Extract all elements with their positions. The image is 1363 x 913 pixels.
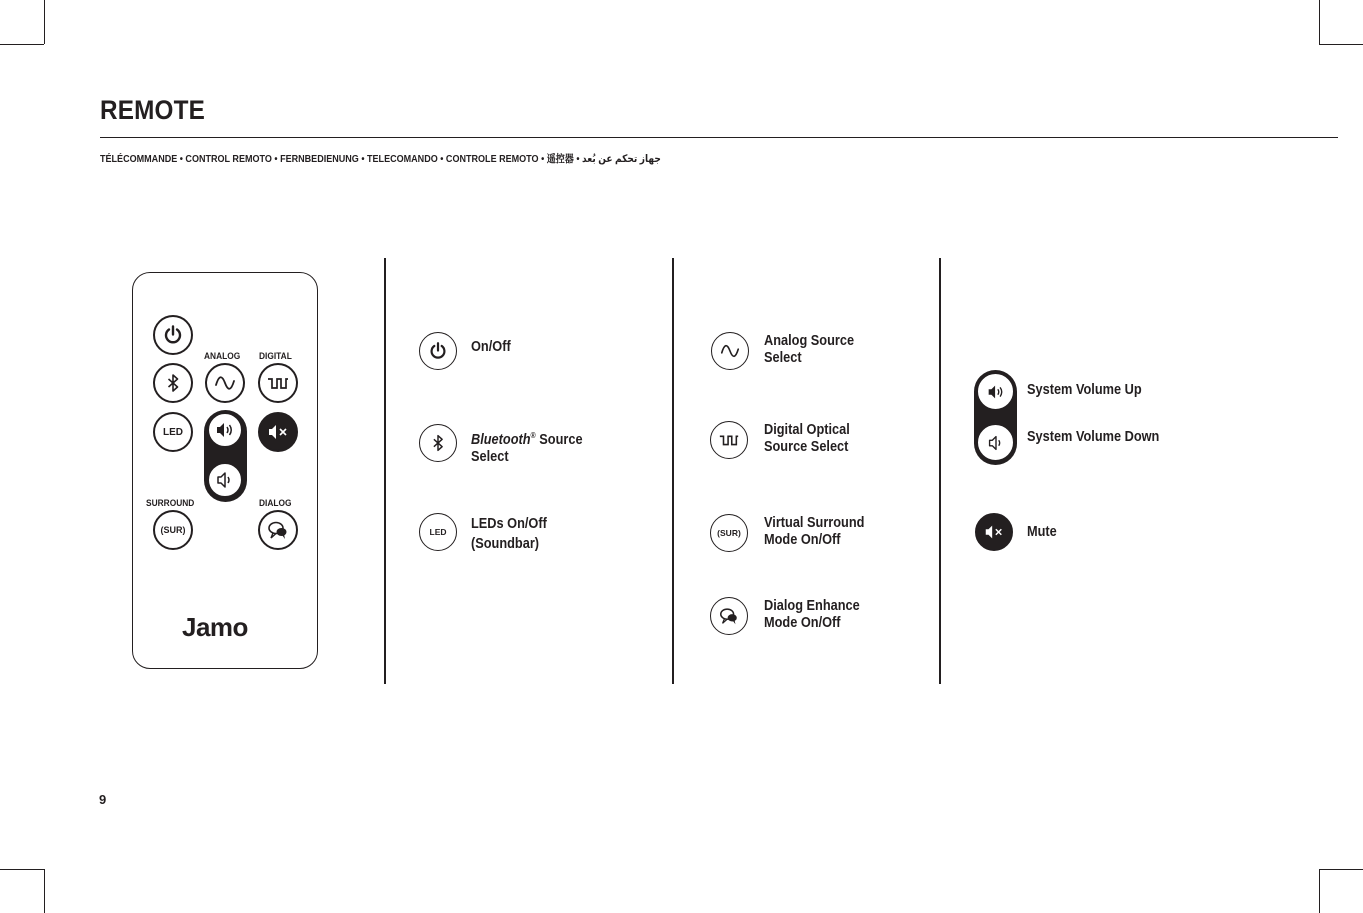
crop-mark	[0, 869, 44, 870]
column-divider	[939, 258, 941, 684]
legend-power-button	[419, 332, 457, 370]
crop-mark	[0, 44, 44, 45]
volume-down-icon	[213, 468, 237, 492]
crop-mark	[1319, 0, 1320, 44]
crop-mark	[1319, 869, 1320, 913]
crop-mark	[44, 0, 45, 44]
legend-dialog-label: Dialog Enhance Mode On/Off	[764, 598, 860, 631]
sur-label: (SUR)	[160, 525, 186, 535]
led-label: LED	[163, 426, 183, 438]
sur-label: (SUR)	[717, 528, 741, 538]
legend-volume-up-label: System Volume Up	[1027, 382, 1142, 398]
page-subtitle: TÉLÉCOMMANDE • CONTROL REMOTO • FERNBEDIENUNG • TELECOMANDO • CONTROLE REMOTO • 遥控器 • جهاز تحكم عن بُعد	[100, 153, 661, 165]
led-label: LED	[429, 527, 447, 537]
remote-mute-button	[258, 412, 298, 452]
legend-analog-label: Analog Source Select	[764, 333, 855, 366]
column-divider	[384, 258, 386, 684]
legend-surround-button	[710, 514, 748, 552]
legend-on-off-label: On/Off	[471, 339, 511, 355]
legend-surround-label: Virtual Surround Mode On/Off	[764, 515, 865, 548]
sine-wave-icon	[719, 340, 741, 362]
legend-bluetooth-label: Bluetooth® Source Select	[471, 431, 583, 465]
jamo-logo: Jamo	[182, 612, 248, 642]
remote-label-surround: SURROUND	[146, 498, 195, 509]
legend-digital-label: Digital Optical Source Select	[764, 422, 850, 455]
dialog-icon	[718, 605, 740, 627]
remote-digital-button	[258, 363, 298, 403]
remote-led-button	[153, 412, 193, 452]
legend-mute-button	[975, 513, 1013, 551]
sine-wave-icon	[213, 371, 237, 395]
dialog-icon	[266, 518, 290, 542]
crop-mark	[1319, 44, 1363, 45]
legend-led-button	[419, 513, 457, 551]
title-rule	[100, 137, 1338, 138]
bluetooth-icon	[161, 371, 185, 395]
crop-mark	[44, 869, 45, 913]
legend-analog-button	[711, 332, 749, 370]
legend-leds-label: LEDs On/Off (Soundbar)	[471, 516, 547, 552]
volume-down-icon	[985, 432, 1007, 454]
remote-volume-down-button	[207, 462, 243, 498]
crop-mark	[1319, 869, 1363, 870]
legend-volume-down-label: System Volume Down	[1027, 429, 1160, 445]
remote-label-digital: DIGITAL	[259, 351, 292, 362]
bluetooth-icon	[427, 432, 449, 454]
legend-volume-up-button	[977, 373, 1014, 410]
remote-volume-up-button	[207, 412, 243, 448]
legend-bluetooth-button	[419, 424, 457, 462]
remote-label-analog: ANALOG	[204, 351, 241, 362]
remote-surround-button	[153, 510, 193, 550]
legend-volume-down-button	[977, 424, 1014, 461]
volume-up-icon	[985, 381, 1007, 403]
remote-power-button	[153, 315, 193, 355]
remote-label-dialog: DIALOG	[259, 498, 292, 509]
legend-mute-label: Mute	[1027, 524, 1057, 540]
remote-bluetooth-button	[153, 363, 193, 403]
remote-dialog-button	[258, 510, 298, 550]
square-wave-icon	[266, 371, 290, 395]
legend-digital-button	[710, 421, 748, 459]
page-title: REMOTE	[100, 95, 206, 125]
legend-dialog-button	[710, 597, 748, 635]
column-divider	[672, 258, 674, 684]
volume-up-icon	[213, 418, 237, 442]
mute-icon	[266, 420, 290, 444]
power-icon	[161, 323, 185, 347]
power-icon	[427, 340, 449, 362]
mute-icon	[983, 521, 1005, 543]
remote-analog-button	[205, 363, 245, 403]
page-number: 9	[99, 792, 107, 807]
square-wave-icon	[718, 429, 740, 451]
